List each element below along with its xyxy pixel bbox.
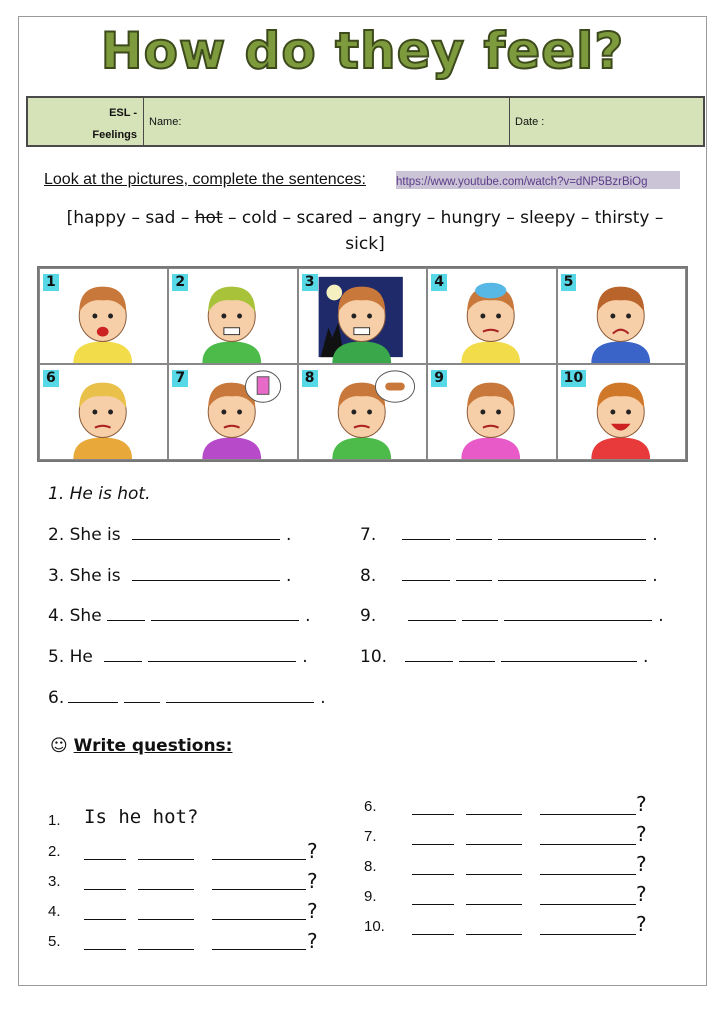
question-number: 4. — [48, 903, 61, 920]
picture-cell — [557, 268, 686, 364]
worksheet-title: How do they feel? — [100, 22, 625, 80]
smiley-icon: ☺ — [50, 736, 68, 756]
blank[interactable] — [501, 647, 637, 662]
picture-cell — [168, 268, 297, 364]
question-number: 2. — [48, 843, 61, 860]
topic-line2: Feelings — [92, 129, 137, 141]
blank[interactable] — [498, 525, 646, 540]
write-questions-label: Write questions: — [73, 736, 233, 756]
blank[interactable] — [212, 949, 306, 950]
sentence-1-text: 1. He is hot. — [48, 484, 151, 504]
question-mark: ? — [307, 929, 318, 953]
blank[interactable] — [466, 844, 522, 845]
blank[interactable] — [138, 889, 194, 890]
word-bank — [40, 205, 690, 257]
blank[interactable] — [466, 814, 522, 815]
question-mark: ? — [307, 869, 318, 893]
blank[interactable] — [84, 919, 126, 920]
picture-cell — [427, 364, 556, 460]
blank[interactable] — [466, 904, 522, 905]
blank[interactable] — [124, 688, 160, 703]
picture-number: 8 — [302, 370, 318, 387]
word-bank-line2: sick] — [345, 234, 385, 254]
face-illustration — [169, 365, 296, 459]
blank[interactable] — [540, 904, 636, 905]
question-mark: ? — [636, 792, 647, 816]
blank[interactable] — [138, 919, 194, 920]
word-bank-rest: – cold – scared – angry – hungry – sleepy – thirsty – — [222, 208, 664, 228]
blank[interactable] — [132, 566, 280, 581]
blank[interactable] — [498, 566, 646, 581]
sentence-2: 2. She is . — [48, 525, 292, 545]
question-mark: ? — [307, 899, 318, 923]
picture-number: 6 — [43, 370, 59, 387]
picture-number: 9 — [431, 370, 447, 387]
picture-number: 3 — [302, 274, 318, 291]
sentence-4-text: 4. She — [48, 606, 102, 626]
blank[interactable] — [466, 874, 522, 875]
blank[interactable] — [138, 859, 194, 860]
picture-grid — [37, 266, 688, 462]
picture-number: 4 — [431, 274, 447, 291]
blank[interactable] — [84, 859, 126, 860]
blank[interactable] — [132, 525, 280, 540]
blank[interactable] — [212, 919, 306, 920]
blank[interactable] — [68, 688, 118, 703]
blank[interactable] — [540, 844, 636, 845]
picture-cell — [39, 364, 168, 460]
blank[interactable] — [412, 814, 454, 815]
question-mark: ? — [307, 839, 318, 863]
sentence-9: 9. . — [360, 606, 664, 626]
question-mark: ? — [636, 852, 647, 876]
topic-cell — [28, 98, 144, 145]
sentence-9-text: 9. — [360, 606, 377, 626]
sentence-2-text: 2. She is — [48, 525, 121, 545]
picture-cell — [557, 364, 686, 460]
sentence-6-text: 6. — [48, 688, 65, 708]
blank[interactable] — [166, 688, 314, 703]
blank[interactable] — [151, 606, 299, 621]
blank[interactable] — [107, 606, 145, 621]
question-number: 3. — [48, 873, 61, 890]
sentence-1 — [48, 484, 151, 504]
picture-number: 1 — [43, 274, 59, 291]
name-field[interactable] — [144, 98, 510, 145]
video-link[interactable]: https://www.youtube.com/watch?v=dNP5BzrBiOg — [396, 171, 680, 189]
blank[interactable] — [412, 934, 454, 935]
picture-number: 7 — [172, 370, 188, 387]
sentence-3-text: 3. She is — [48, 566, 121, 586]
sentence-10: 10. . — [360, 647, 649, 667]
blank[interactable] — [212, 859, 306, 860]
question-number: 8. — [364, 858, 377, 875]
sentence-6: 6. . — [48, 688, 326, 708]
face-illustration — [299, 269, 426, 363]
blank[interactable] — [212, 889, 306, 890]
blank[interactable] — [540, 934, 636, 935]
blank[interactable] — [412, 874, 454, 875]
name-label: Name: — [149, 116, 182, 128]
sentence-7-text: 7. — [360, 525, 377, 545]
picture-cell — [298, 364, 427, 460]
question-mark: ? — [636, 912, 647, 936]
question-1-text: Is he hot? — [84, 806, 199, 828]
blank[interactable] — [84, 889, 126, 890]
date-field[interactable] — [510, 98, 703, 145]
blank[interactable] — [148, 647, 296, 662]
topic-line1: ESL - — [109, 107, 137, 119]
blank[interactable] — [456, 566, 492, 581]
picture-number: 2 — [172, 274, 188, 291]
blank[interactable] — [408, 606, 456, 621]
question-number: 10. — [364, 918, 385, 935]
blank[interactable] — [459, 647, 495, 662]
blank[interactable] — [540, 814, 636, 815]
word-bank-start: [happy – sad – — [66, 208, 195, 228]
face-illustration — [40, 269, 167, 363]
blank[interactable] — [462, 606, 498, 621]
blank[interactable] — [405, 647, 453, 662]
blank[interactable] — [412, 904, 454, 905]
question-mark: ? — [636, 882, 647, 906]
sentence-5-text: 5. He — [48, 647, 93, 667]
blank[interactable] — [504, 606, 652, 621]
blank[interactable] — [466, 934, 522, 935]
instructions: Look at the pictures, complete the sentences: — [44, 171, 366, 188]
question-number: 5. — [48, 933, 61, 950]
face-illustration — [428, 365, 555, 459]
picture-number: 5 — [561, 274, 577, 291]
face-illustration — [428, 269, 555, 363]
blank[interactable] — [84, 949, 126, 950]
face-illustration — [299, 365, 426, 459]
picture-cell — [427, 268, 556, 364]
question-number: 9. — [364, 888, 377, 905]
date-label: Date : — [515, 116, 545, 128]
write-questions-heading — [50, 736, 232, 756]
blank[interactable] — [456, 525, 492, 540]
sentence-7: 7. . — [360, 525, 658, 545]
blank[interactable] — [540, 874, 636, 875]
header-table — [26, 96, 705, 147]
question-mark: ? — [636, 822, 647, 846]
question-number: 7. — [364, 828, 377, 845]
picture-cell — [298, 268, 427, 364]
sentence-4: 4. She . — [48, 606, 311, 626]
blank[interactable] — [412, 844, 454, 845]
picture-number: 10 — [561, 370, 586, 387]
picture-cell — [39, 268, 168, 364]
sentence-5: 5. He . — [48, 647, 308, 667]
sentence-3: 3. She is . — [48, 566, 292, 586]
blank[interactable] — [138, 949, 194, 950]
face-illustration — [40, 365, 167, 459]
sentence-8-text: 8. — [360, 566, 377, 586]
blank[interactable] — [104, 647, 142, 662]
blank[interactable] — [402, 566, 450, 581]
face-illustration — [558, 269, 685, 363]
word-bank-struck: hot — [194, 208, 223, 228]
blank[interactable] — [402, 525, 450, 540]
question-number: 6. — [364, 798, 377, 815]
face-illustration — [169, 269, 296, 363]
picture-cell — [168, 364, 297, 460]
sentence-8: 8. . — [360, 566, 658, 586]
sentence-10-text: 10. — [360, 647, 388, 667]
question-1-number: 1. — [48, 812, 61, 829]
